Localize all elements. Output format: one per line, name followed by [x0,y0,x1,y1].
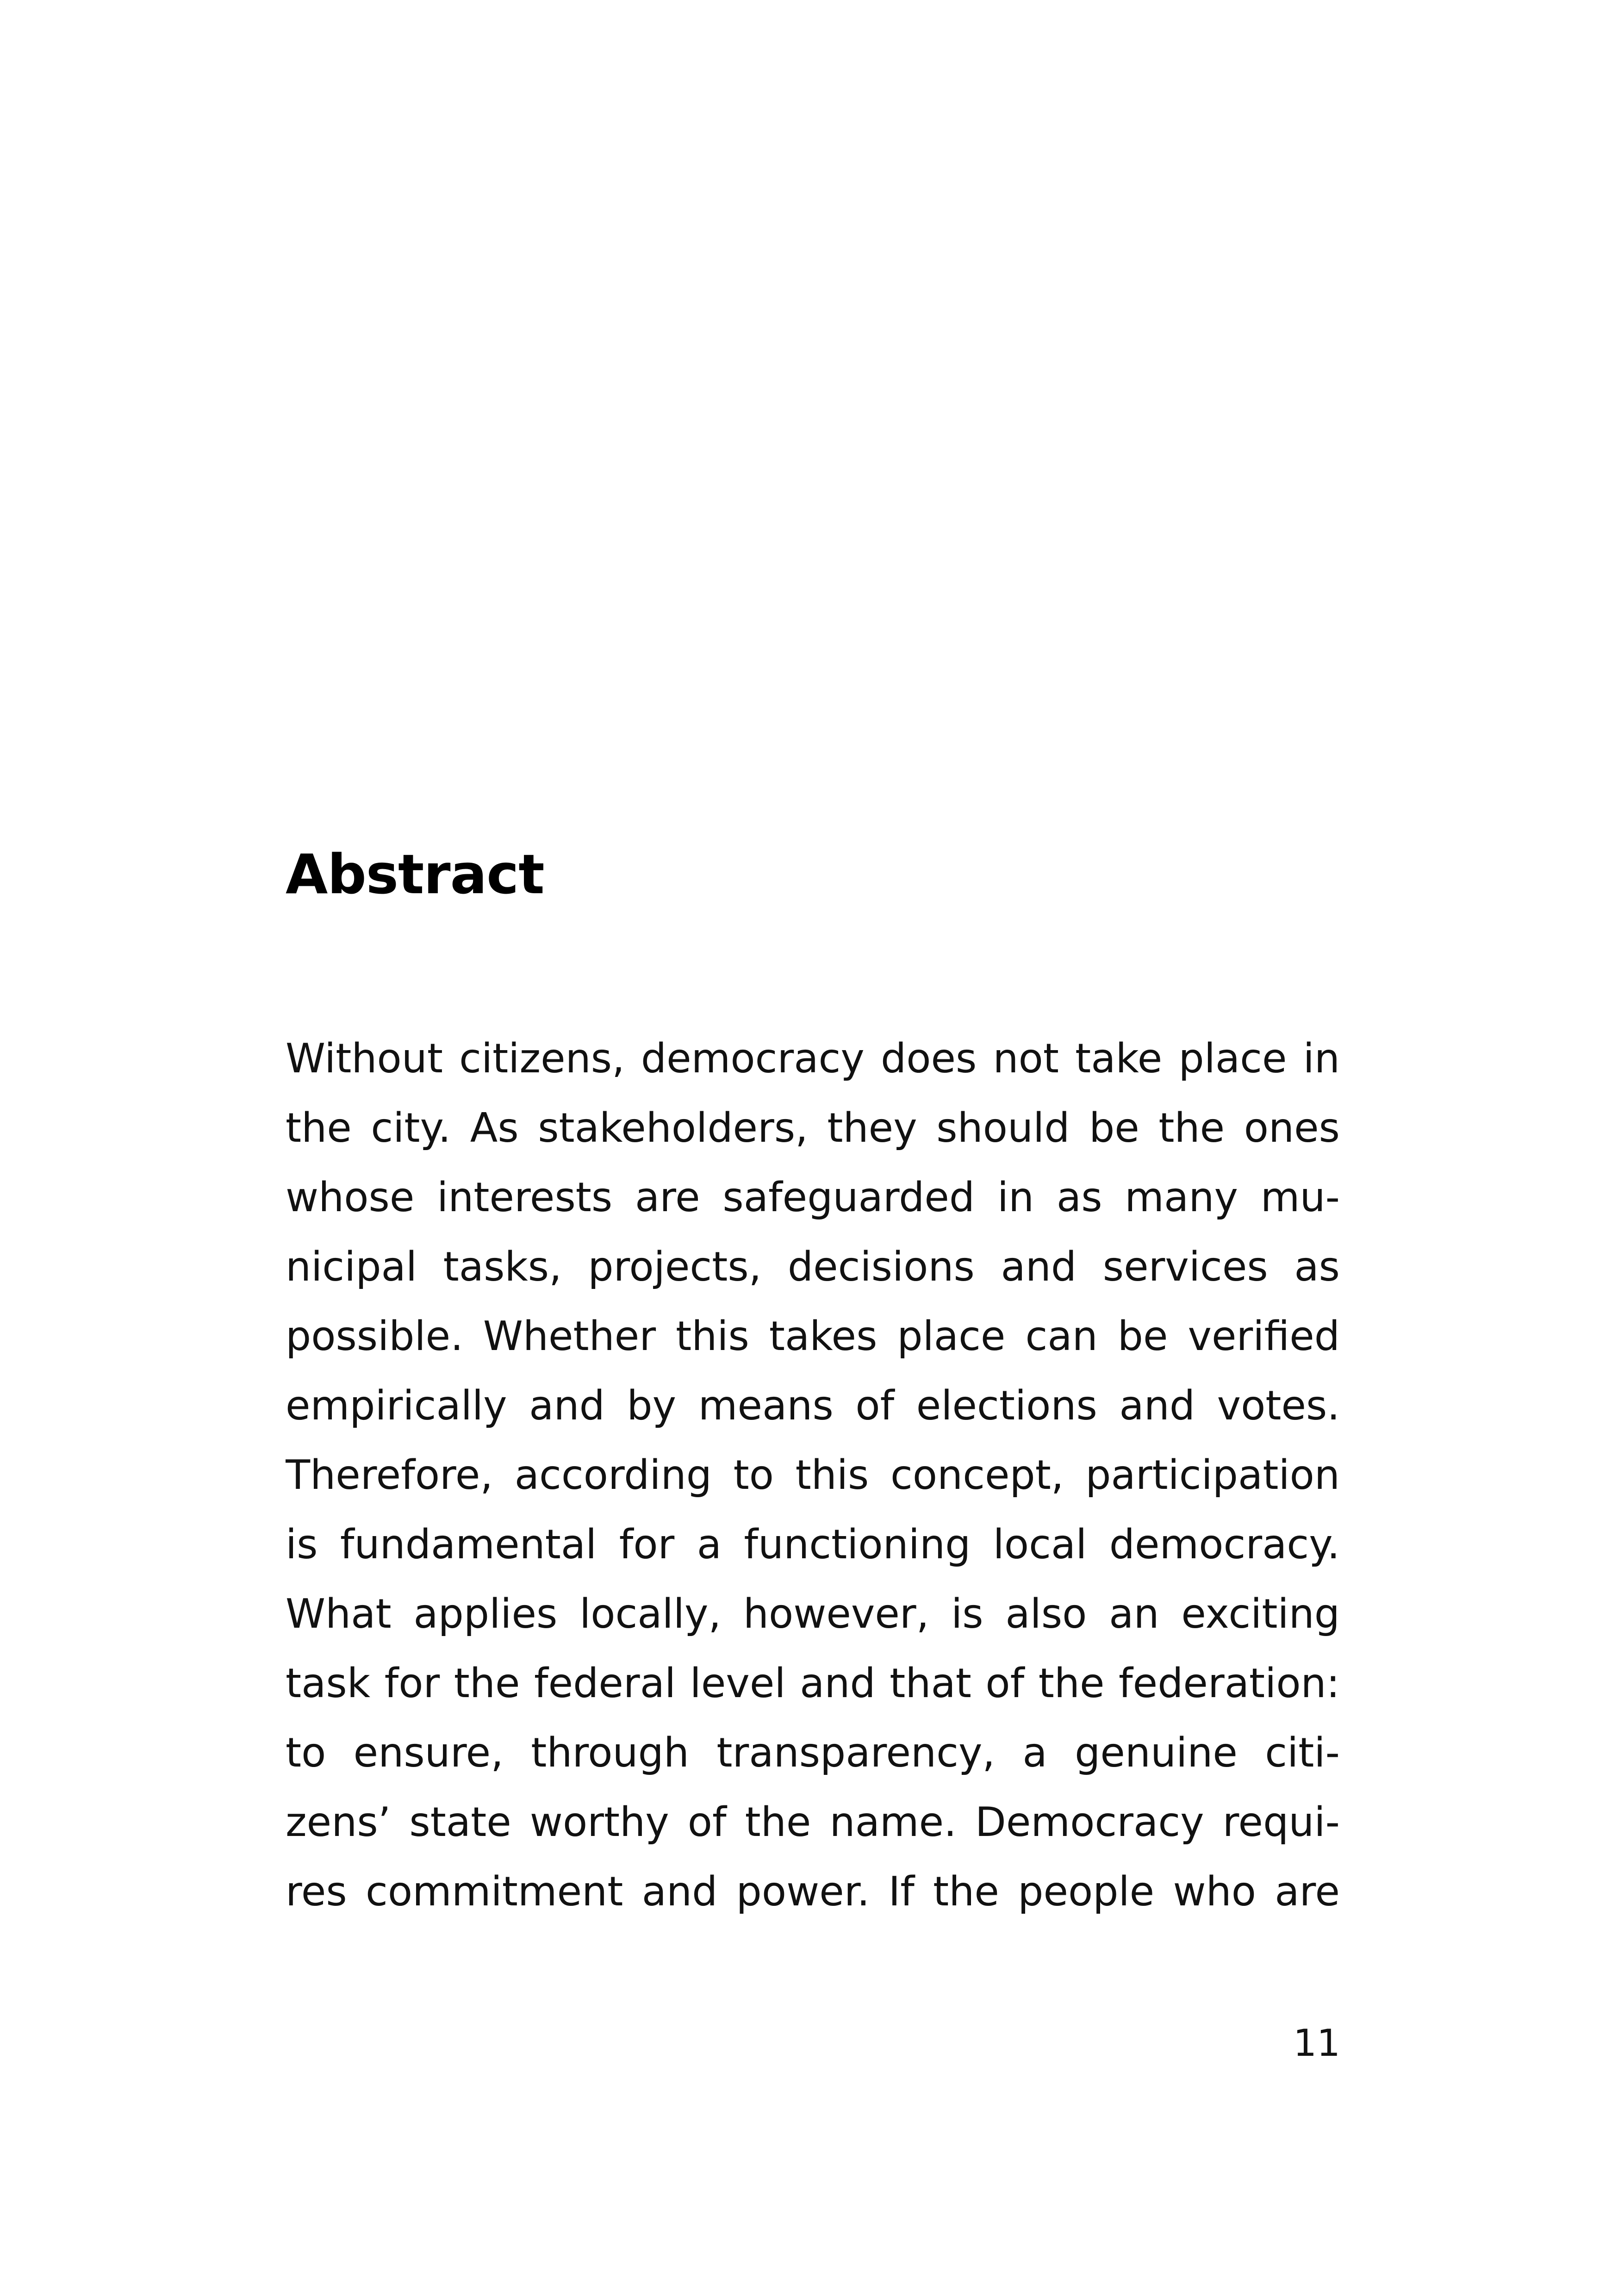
body-line: is fundamental for a functioning local democracy. [286,1521,1340,1568]
page-number: 11 [1293,2022,1340,2065]
body-line: task for the federal level and that of the federation: [286,1660,1340,1707]
body-line: res commitment and power. If the people who are [286,1868,1340,1915]
body-line: Without citizens, democracy does not take place in [286,1035,1340,1082]
body-line: the city. As stakeholders, they should be the ones [286,1104,1340,1151]
body-line: nicipal tasks, projects, decisions and services as [286,1243,1340,1290]
body-line: Therefore, according to this concept, participation [286,1451,1340,1499]
abstract-body [286,1024,1340,1926]
body-line: zens’ state worthy of the name. Democracy requi- [286,1798,1340,1846]
section-heading: Abstract [286,842,544,906]
body-line: whose interests are safeguarded in as many mu- [286,1174,1340,1221]
body-line: What applies locally, however, is also an exciting [286,1590,1340,1637]
body-line: empirically and by means of elections and votes. [286,1382,1340,1429]
body-line: to ensure, through transparency, a genuine citi- [286,1729,1340,1776]
body-line: possible. Whether this takes place can be verified [286,1313,1340,1360]
